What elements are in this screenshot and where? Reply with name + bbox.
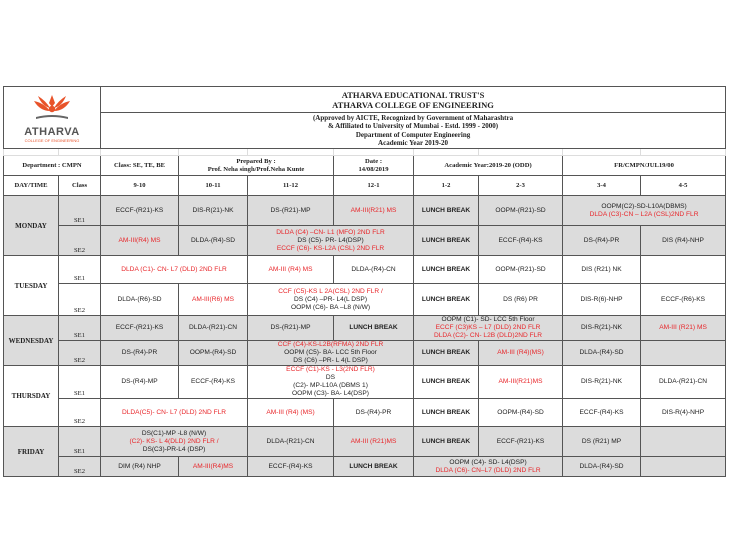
lecture-cell: [479, 399, 563, 427]
lecture-cell: [179, 196, 248, 226]
cell-text: Prepared By :: [236, 157, 276, 165]
cell-text: DLDA-(R4)-CN: [351, 265, 396, 273]
time-header-cell: Class: [59, 176, 101, 196]
college-logo: [4, 87, 101, 149]
lunch-break-cell: [414, 284, 479, 316]
lecture-cell: [479, 196, 563, 226]
lecture-cell: [641, 399, 726, 427]
lecture-cell: [334, 196, 414, 226]
cell-text: (C2)- KS- L 4(DLD) 2ND FLR /: [129, 437, 219, 445]
lecture-cell: [641, 316, 726, 341]
lecture-cell: [414, 316, 563, 341]
cell-text: AM-III(R21)MS: [498, 378, 543, 385]
cell-text: Class: SE, TE, BE: [114, 161, 166, 169]
table-row: [4, 341, 726, 366]
lecture-cell: [334, 427, 414, 457]
table-row: [4, 284, 726, 316]
subtitle-line: Academic Year 2019-20: [378, 139, 449, 147]
cell-text: LUNCH BREAK: [421, 206, 471, 214]
cell-text: DS-(R4)-MP: [121, 378, 158, 385]
class-label: SE1: [59, 256, 101, 284]
cell-text: OOPM (C1)- SD- LCC 5th Floor: [441, 316, 535, 323]
info-cell: [179, 156, 334, 176]
cell-text: OOPM-(R4)-SD: [497, 408, 544, 416]
lecture-cell: [101, 427, 248, 457]
cell-text: DIS-R(21)-NK: [581, 324, 623, 331]
cell-text: DLDA(C5)- CN- L7 (DLD) 2ND FLR: [121, 408, 227, 416]
cell-text: DS(C1)-MP -L8 (N/W): [141, 429, 207, 437]
cell-text: DLDA-(R4)-SD: [579, 349, 624, 356]
cell-text: DIS-R(21)-NK: [192, 206, 234, 214]
cell-text: DS (R21) MP: [581, 437, 622, 445]
class-label: SE1: [59, 316, 101, 341]
cell-text: ECCF-(R4)-KS: [579, 408, 624, 416]
lecture-cell: [101, 284, 179, 316]
lecture-cell: [563, 284, 641, 316]
lunch-break-cell: [414, 196, 479, 226]
cell-text: DS (C6) –PR- L 4(L DSP): [293, 357, 368, 364]
table-row: [4, 226, 726, 256]
time-header-cell: 12-1: [334, 176, 414, 196]
lecture-cell: [641, 284, 726, 316]
cell-text: AM-III(R4)MS: [192, 462, 234, 470]
lecture-cell: [248, 427, 334, 457]
cell-text: AM-III(R21) MS: [350, 206, 397, 214]
cell-text: DS (C5)- PR- L4(DSP): [297, 236, 364, 244]
lecture-cell: [563, 427, 641, 457]
cell-text: AM-III (R4)(MS): [497, 349, 544, 356]
class-label: SE1: [59, 427, 101, 457]
lecture-cell: [179, 341, 248, 366]
lunch-break-cell: [414, 399, 479, 427]
time-header-cell: 4-5: [641, 176, 726, 196]
lecture-cell: [179, 226, 248, 256]
lecture-cell: [479, 341, 563, 366]
day-label: FRIDAY: [4, 427, 59, 477]
cell-text: LUNCH BREAK: [421, 265, 471, 273]
cell-text: ECCF-(R4)-KS: [268, 462, 313, 470]
lecture-cell: [101, 366, 179, 399]
lecture-cell: [248, 366, 414, 399]
institution-subtitle: [101, 113, 726, 149]
cell-text: ECCF-(R21)-KS: [496, 437, 545, 445]
cell-text: OOPM(C2)-SD-L10A(DBMS): [601, 202, 687, 210]
table-row: [4, 316, 726, 341]
lecture-cell: [101, 399, 248, 427]
cell-text: ECCF-(R21)-KS: [115, 324, 164, 331]
info-cell: [563, 156, 726, 176]
cell-text: DLDA-(R21)-CN: [189, 324, 238, 331]
cell-text: Date :: [365, 157, 383, 165]
cell-text: AM-III (R21) MS: [659, 324, 707, 331]
lecture-cell: [479, 284, 563, 316]
cell-text: DS (R6) PR: [503, 295, 538, 303]
cell-text: DS (C4) –PR- L4(L DSP): [293, 295, 368, 303]
cell-text: DS(C3)-PR-L4 (DSP): [142, 445, 206, 453]
class-label: SE1: [59, 366, 101, 399]
cell-text: Department : CMPN: [22, 161, 82, 169]
cell-text: 14/08/2019: [358, 165, 389, 173]
subtitle-line: & Affiliated to University of Mumbai - Estd. 1999 - 2000): [327, 122, 499, 130]
lecture-cell: [248, 256, 334, 284]
table-row: [4, 427, 726, 457]
lecture-cell: [101, 316, 179, 341]
cell-text: DLDA-(R4)-SD: [191, 236, 235, 244]
day-label: WEDNESDAY: [4, 316, 59, 366]
time-header-cell: 11-12: [248, 176, 334, 196]
cell-text: ECCF (C3)KS – L7 (DLD) 2ND FLR: [435, 324, 541, 331]
lunch-break-cell: [414, 256, 479, 284]
day-label: TUESDAY: [4, 256, 59, 316]
class-label: SE2: [59, 284, 101, 316]
lecture-cell: [563, 341, 641, 366]
title-line: ATHARVA COLLEGE OF ENGINEERING: [332, 99, 494, 110]
cell-text: Prof. Neha singh/Prof.Neha Kunte: [207, 165, 305, 173]
lecture-cell: [248, 457, 334, 477]
class-label: SE2: [59, 457, 101, 477]
subtitle-line: (Approved by AICTE, Recognized by Government of Maharashtra: [312, 113, 514, 122]
info-cell: [334, 156, 414, 176]
cell-text: DIS-R(4)-NHP: [661, 408, 705, 416]
cell-text: LUNCH BREAK: [421, 378, 471, 385]
class-label: SE2: [59, 226, 101, 256]
class-label: SE1: [59, 196, 101, 226]
cell-text: DLDA (C4) –CN- L1 (MFO) 2ND FLR: [276, 228, 385, 236]
cell-text: OOPM-(R4)-SD: [189, 349, 237, 356]
title-line: ATHARVA EDUCATIONAL TRUST'S: [341, 89, 485, 100]
class-label: SE2: [59, 399, 101, 427]
cell-text: ECCF-(R6)-KS: [661, 295, 706, 303]
cell-text: DIS (R21) NK: [581, 265, 622, 273]
cell-text: OOPM (C5)- BA- LCC 5th Floor: [284, 349, 377, 356]
lunch-break-cell: [414, 366, 479, 399]
cell-text: OOPM (C6)- BA –L8 (N/W): [290, 303, 371, 311]
lecture-cell: [101, 196, 179, 226]
cell-text: ECCF-(R21)-KS: [115, 206, 164, 214]
cell-text: DIS (R4)-NHP: [662, 236, 704, 244]
time-header-cell: 9-10: [101, 176, 179, 196]
cell-text: Academic Year:2019-20 (ODD): [444, 161, 532, 169]
lunch-break-cell: [334, 316, 414, 341]
time-header-cell: DAY/TIME: [4, 176, 59, 196]
institution-title: [101, 87, 726, 113]
lecture-cell: [414, 457, 563, 477]
lecture-cell: [641, 256, 726, 284]
cell-text: DS-(R4)-PR: [355, 408, 392, 416]
logo-subtitle: COLLEGE OF ENGINEERING: [24, 137, 80, 143]
lecture-cell: [248, 399, 334, 427]
cell-text: DLDA-(R6)-SD: [117, 295, 162, 303]
cell-text: AM-III(R6) MS: [191, 295, 235, 303]
cell-text: AM-III (R21)MS: [350, 437, 397, 445]
spacer-row: [4, 149, 726, 156]
cell-text: ECCF-(R4)-KS: [498, 236, 543, 244]
cell-text: DS-(R21)-MP: [270, 324, 311, 331]
lecture-cell: [479, 366, 563, 399]
cell-text: CCF (C5)-KS L 2A(CSL) 2ND FLR /: [278, 287, 383, 295]
cell-text: OOPM-(R21)-SD: [495, 265, 546, 273]
table-row: [4, 366, 726, 399]
lecture-cell: [563, 366, 641, 399]
lecture-cell: [641, 341, 726, 366]
lecture-cell: [641, 427, 726, 457]
cell-text: LUNCH BREAK: [421, 349, 471, 356]
cell-text: ECCF (C1)-KS - L3(2ND FLR): [286, 366, 375, 373]
cell-text: ECCF-(R4)-KS: [191, 378, 235, 385]
time-header-cell: 2-3: [479, 176, 563, 196]
class-label: SE2: [59, 341, 101, 366]
lecture-cell: [248, 341, 414, 366]
lecture-cell: [563, 457, 641, 477]
lecture-cell: [101, 457, 179, 477]
lunch-break-cell: [414, 226, 479, 256]
lecture-cell: [179, 316, 248, 341]
lecture-cell: [179, 284, 248, 316]
time-header-cell: 1-2: [414, 176, 479, 196]
cell-text: AM-III (R4) (MS): [266, 408, 315, 416]
day-label: MONDAY: [4, 196, 59, 256]
lecture-cell: [563, 226, 641, 256]
lecture-cell: [248, 196, 334, 226]
lecture-cell: [641, 457, 726, 477]
day-label: THURSDAY: [4, 366, 59, 427]
cell-text: OOPM (C4)- SD- L4(DSP): [449, 458, 527, 466]
lecture-cell: [101, 226, 179, 256]
cell-text: ECCF (C6)- KS-L2A (CSL) 2ND FLR: [276, 244, 385, 252]
cell-text: LUNCH BREAK: [421, 295, 471, 303]
cell-text: OOPM-(R21)-SD: [495, 206, 546, 214]
cell-text: DLDA (C2)- CN- L2B (DLD)2ND FLR: [433, 332, 543, 339]
lecture-cell: [334, 256, 414, 284]
cell-text: LUNCH BREAK: [349, 324, 398, 331]
info-cell: [4, 156, 101, 176]
cell-text: DLDA-(R21)-CN: [266, 437, 315, 445]
cell-text: DS-(R21)-MP: [270, 206, 311, 214]
cell-text: DLDA (C3)-CN – L2A (CSL)2ND FLR: [589, 210, 699, 218]
cell-text: OOPM (C3)- BA- L4(DSP): [292, 390, 369, 397]
cell-text: LUNCH BREAK: [421, 437, 471, 445]
time-header-cell: 10-11: [179, 176, 248, 196]
cell-text: DIS-R(6)-NHP: [580, 295, 623, 303]
lecture-cell: [479, 226, 563, 256]
lecture-cell: [641, 366, 726, 399]
lecture-cell: [334, 399, 414, 427]
cell-text: DS-(R4)-PR: [121, 349, 158, 356]
cell-text: LUNCH BREAK: [349, 462, 398, 470]
logo-emblem-icon: [30, 93, 74, 123]
cell-text: DS-(R4)-PR: [583, 236, 620, 244]
cell-text: DS: [325, 374, 336, 381]
lecture-cell: [248, 226, 414, 256]
lecture-cell: [479, 427, 563, 457]
lecture-cell: [248, 316, 334, 341]
cell-text: LUNCH BREAK: [421, 236, 471, 244]
cell-text: DIM (R4) NHP: [118, 462, 161, 470]
lecture-cell: [563, 196, 726, 226]
cell-text: CCF (C4)-KS-L2B(RFMA) 2ND FLR: [277, 341, 384, 348]
time-header-cell: 3-4: [563, 176, 641, 196]
lecture-cell: [101, 341, 179, 366]
lecture-cell: [479, 256, 563, 284]
cell-text: LUNCH BREAK: [421, 408, 471, 416]
cell-text: DIS-R(21)-NK: [581, 378, 623, 385]
cell-text: DLDA (C6)- CN–L7 (DLD) 2ND FLR: [435, 466, 541, 474]
table-row: [4, 457, 726, 477]
lecture-cell: [563, 316, 641, 341]
lecture-cell: [101, 256, 248, 284]
lecture-cell: [641, 226, 726, 256]
lecture-cell: [248, 284, 414, 316]
cell-text: AM-III(R4) MS: [118, 236, 161, 244]
cell-text: (C2)- MP-L10A (DBMS 1): [293, 382, 368, 389]
lecture-cell: [563, 256, 641, 284]
lecture-cell: [563, 399, 641, 427]
cell-text: DLDA-(R21)-CN: [659, 378, 708, 385]
cell-text: DLDA (C1)- CN- L7 (DLD) 2ND FLR: [121, 265, 227, 273]
timetable: [3, 86, 726, 477]
subtitle-line: Department of Computer Engineering: [355, 130, 471, 139]
table-row: [4, 399, 726, 427]
table-row: [4, 196, 726, 226]
lecture-cell: [179, 457, 248, 477]
time-header-row: [4, 176, 726, 196]
info-row: [4, 156, 726, 176]
lunch-break-cell: [414, 341, 479, 366]
cell-text: DLDA-(R4)-SD: [579, 462, 624, 470]
cell-text: AM-III (R4) MS: [268, 265, 313, 273]
info-cell: [414, 156, 563, 176]
table-row: [4, 256, 726, 284]
lunch-break-cell: [414, 427, 479, 457]
info-cell: [101, 156, 179, 176]
lunch-break-cell: [334, 457, 414, 477]
logo-name: ATHARVA: [24, 125, 80, 138]
cell-text: FR/CMPN/JUL19/00: [614, 161, 674, 169]
lecture-cell: [179, 366, 248, 399]
